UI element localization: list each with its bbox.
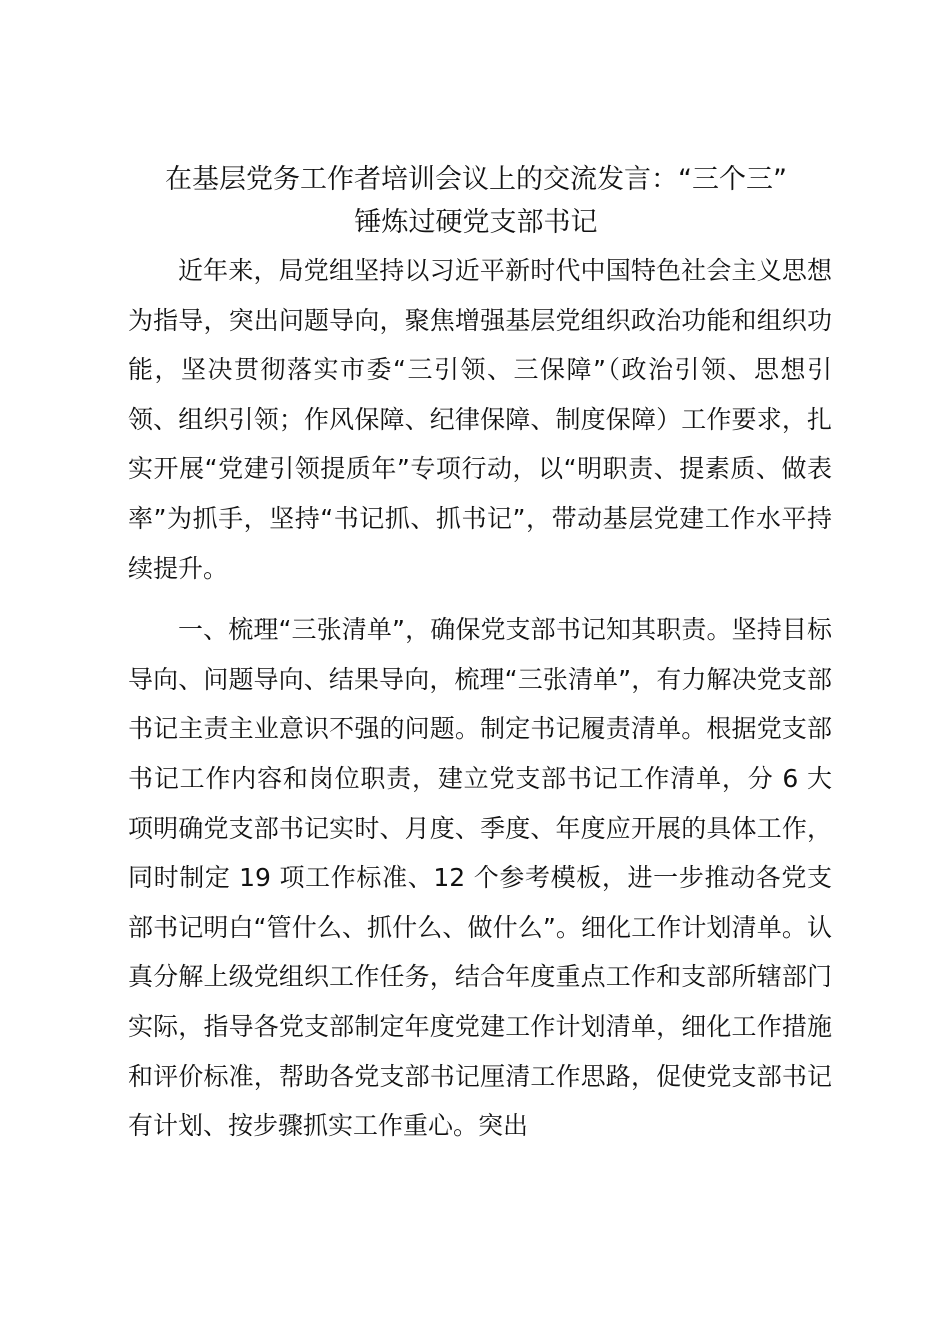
section-1-heading: 一、梳理“三张清单”，确保党支部书记知其职责。 bbox=[178, 615, 732, 645]
section-1-paragraph bbox=[128, 605, 832, 1151]
title-line-2: 锤炼过硬党支部书记 bbox=[354, 207, 598, 238]
intro-paragraph: 近年来，局党组坚持以习近平新时代中国特色社会主义思想为指导，突出问题导向，聚焦增强基层党组织政治功能和组织功能，坚决贯彻落实市委“三引领、三保障”（政治引领、思想引领、组织引领；作风保障、纪律保障、制度保障）工作要求，扎实开展“党建引领提质年”专项行动，以“明职责、提素质、做表率”为抓手，坚持“书记抓、抓书记”，带动基层党建工作水平持续提升。 bbox=[128, 256, 832, 583]
document-page bbox=[128, 158, 832, 1151]
title-line-1: 在基层党务工作者培训会议上的交流发言：“三个三” bbox=[165, 164, 787, 195]
document-title bbox=[124, 158, 828, 244]
section-1-body: 坚持目标导向、问题导向、结果导向，梳理“三张清单”，有力解决党支部书记主责主业意识不强的问题。制定书记履责清单。根据党支部书记工作内容和岗位职责，建立党支部书记工作清单，分 6 大项明确党支部书记实时、月度、季度、年度应开展的具体工作，同时制定 19 项工作标准、12 个参考模板，进一步推动各党支部书记明白“管什么、抓什么、做什么”。细化工作计划清单。认真分解上级党组织工作任务，结合年度重点工作和支部所辖部门实际，指导各党支部制定年度党建工作计划清单，细化工作措施和评价标准，帮助各党支部书记厘清工作思路，促使党支部书记有计划、按步骤抓实工作重心。突出 bbox=[128, 615, 832, 1141]
